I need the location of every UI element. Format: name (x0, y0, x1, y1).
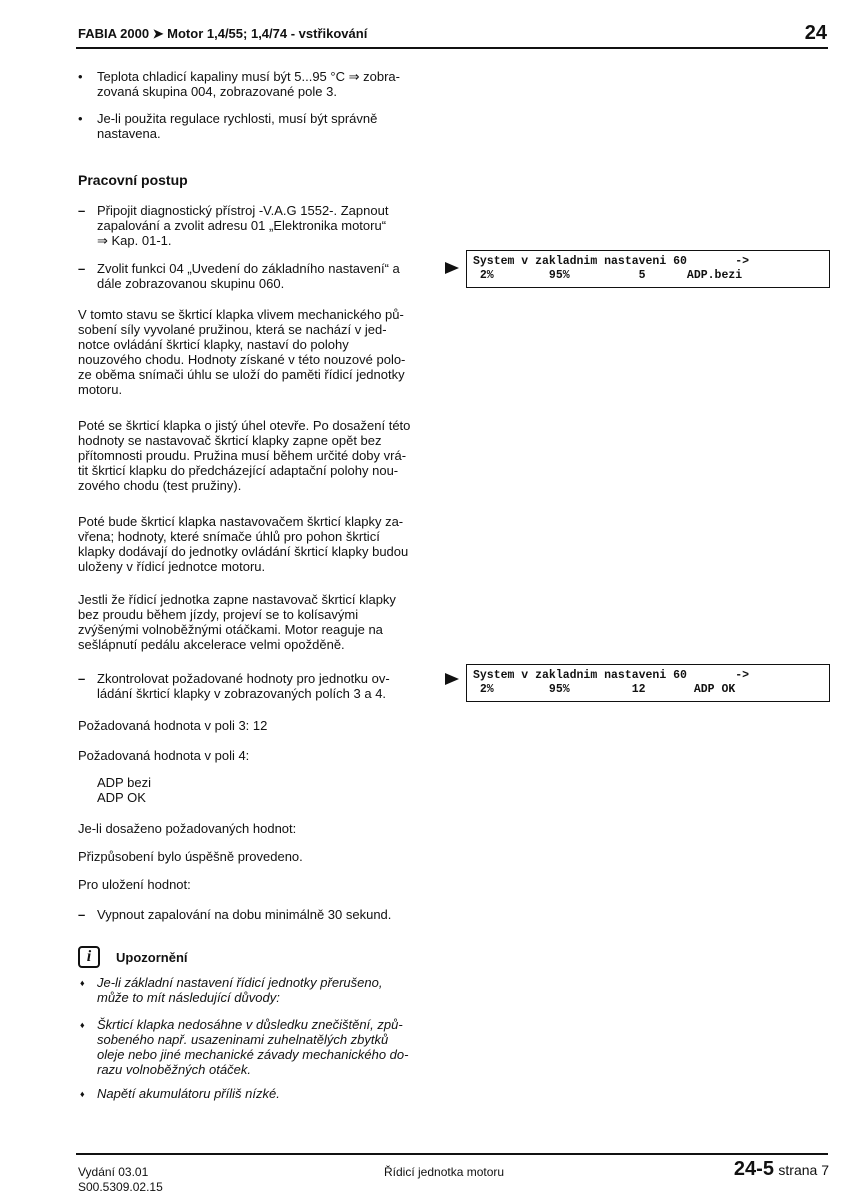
paragraph-line: přítomnosti proudu. Pružina musí během určité doby vrá- (78, 448, 407, 463)
paragraph-line: nouzového chodu. Hodnoty získané v této nouzové polo- (78, 352, 406, 367)
step-line: zapalování a zvolit adresu 01 „Elektronika motoru“ (97, 218, 387, 233)
bullet-text (97, 69, 447, 99)
paragraph-line: Poté se škrticí klapka o jistý úhel otevře. Po dosažení této (78, 418, 411, 433)
bullet-line: nastavena. (97, 126, 161, 141)
diamond-icon: ♦ (80, 978, 85, 988)
note-item (97, 1017, 447, 1077)
step-marker: – (78, 261, 86, 276)
paragraph-line: Poté bude škrticí klapka nastavovačem škrticí klapky za- (78, 514, 404, 529)
required-value-3: Požadovaná hodnota v poli 3: 12 (78, 718, 268, 733)
reached-text: Je-li dosaženo požadovaných hodnot: (78, 821, 297, 836)
step-text (97, 261, 447, 291)
footer-page-sheet: strana 7 (778, 1162, 829, 1178)
paragraph-line: uloženy v řídicí jednotce motoru. (78, 559, 266, 574)
display-line: System v zakladnim nastaveni 60 -> (473, 669, 750, 682)
step-line: Připojit diagnostický přístroj -V.A.G 1552-. Zapnout (97, 203, 389, 218)
tester-display-2 (466, 664, 830, 702)
paragraph-line: sobení síly vyvolané pružinou, která se nachází v jed- (78, 322, 387, 337)
paragraph (78, 418, 448, 493)
paragraph-line: klapky dodávají do jednotky ovládání škrticí klapky budou (78, 544, 409, 559)
success-text: Přizpůsobení bylo úspěšně provedeno. (78, 849, 303, 864)
bullet-marker: • (78, 111, 83, 126)
required-value-item: ADP bezi (97, 775, 151, 790)
paragraph-line: ze oběma snímači úhlu se uloží do paměti řídicí jednotky (78, 367, 405, 382)
footer-rule (76, 1153, 828, 1155)
step-marker: – (78, 203, 86, 218)
required-value-item: ADP OK (97, 790, 146, 805)
step-line: ládání škrticí klapky v zobrazovaných polích 3 a 4. (97, 686, 387, 701)
step-text: Vypnout zapalování na dobu minimálně 30 sekund. (97, 907, 392, 922)
header-rule (76, 47, 828, 49)
pointer-arrow-icon (445, 262, 459, 274)
save-text: Pro uložení hodnot: (78, 877, 191, 892)
paragraph-line: zvýšenými volnoběžnými otáčkami. Motor reaguje na (78, 622, 383, 637)
header-page-number: 24 (804, 22, 827, 44)
paragraph-line: notce ovládání škrticí klapky, nastaví do polohy (78, 337, 349, 352)
step-line: Zvolit funkci 04 „Uvedení do základního nastavení“ a (97, 261, 400, 276)
section-title: Pracovní postup (78, 172, 188, 188)
note-line: Napětí akumulátoru příliš nízké. (97, 1086, 280, 1101)
step-line: Zkontrolovat požadované hodnoty pro jednotku ov- (97, 671, 390, 686)
paragraph-line: tit škrticí klapku do předcházející adaptační polohy nou- (78, 463, 399, 478)
footer-page (734, 1158, 829, 1181)
diamond-icon: ♦ (80, 1020, 85, 1030)
note-line: oleje nebo jiné mechanické závady mechanického do- (97, 1047, 409, 1062)
bullet-line: Teplota chladicí kapaliny musí být 5...95 °C ⇒ zobra- (97, 69, 400, 84)
paragraph (78, 592, 448, 652)
paragraph (78, 307, 448, 397)
footer-page-number: 24-5 (733, 1158, 774, 1180)
tester-display-1 (466, 250, 830, 288)
required-value-4: Požadovaná hodnota v poli 4: (78, 748, 250, 763)
footer-code: S00.5309.02.15 (78, 1180, 163, 1194)
step-marker: – (78, 907, 86, 922)
paragraph-line: Jestli že řídicí jednotka zapne nastavovač škrticí klapky (78, 592, 396, 607)
bullet-line: zovaná skupina 004, zobrazované pole 3. (97, 84, 337, 99)
step-line: dále zobrazovanou skupinu 060. (97, 276, 285, 291)
bullet-text (97, 111, 447, 141)
footer-section: Řídicí jednotka motoru (384, 1165, 505, 1179)
step-line: ⇒ Kap. 01-1. (97, 233, 172, 248)
note-item (97, 1086, 447, 1101)
step-text (97, 671, 447, 701)
note-line: razu volnoběžných otáček. (97, 1062, 251, 1077)
info-icon: i (78, 946, 100, 968)
paragraph-line: motoru. (78, 382, 123, 397)
paragraph-line: hodnoty se nastavovač škrticí klapky zapne opět bez (78, 433, 382, 448)
display-line: System v zakladnim nastaveni 60 -> (473, 255, 750, 268)
paragraph-line: zového chodu (test pružiny). (78, 478, 242, 493)
header-title: FABIA 2000 ➤ Motor 1,4/55; 1,4/74 - vstřikování (78, 26, 368, 41)
note-line: Škrticí klapka nedosáhne v důsledku znečištění, způ- (97, 1017, 403, 1032)
note-line: Je-li základní nastavení řídicí jednotky přerušeno, (97, 975, 383, 990)
display-line: 2% 95% 12 ADP OK (473, 683, 736, 696)
pointer-arrow-icon (445, 673, 459, 685)
paragraph-line: bez proudu během jízdy, projeví se to kolísavými (78, 607, 359, 622)
note-line: může to mít následující důvody: (97, 990, 280, 1005)
bullet-marker: • (78, 69, 83, 84)
display-line: 2% 95% 5 ADP.bezi (473, 269, 743, 282)
paragraph-line: V tomto stavu se škrticí klapka vlivem mechanického pů- (78, 307, 404, 322)
bullet-line: Je-li použita regulace rychlosti, musí být správně (97, 111, 378, 126)
diamond-icon: ♦ (80, 1089, 85, 1099)
paragraph-line: sešlápnutí pedálu akcelerace velmi opožděně. (78, 637, 345, 652)
step-marker: – (78, 671, 86, 686)
paragraph (78, 514, 448, 574)
footer-edition: Vydání 03.01 (78, 1165, 149, 1179)
paragraph-line: vřena; hodnoty, které snímače úhlů pro pohon škrticí (78, 529, 380, 544)
note-line: sobeného např. usazeninami zuhelnatělých zbytků (97, 1032, 389, 1047)
note-title: Upozornění (116, 950, 188, 965)
step-text (97, 203, 447, 248)
note-item (97, 975, 447, 1005)
required-values-list (97, 775, 447, 805)
